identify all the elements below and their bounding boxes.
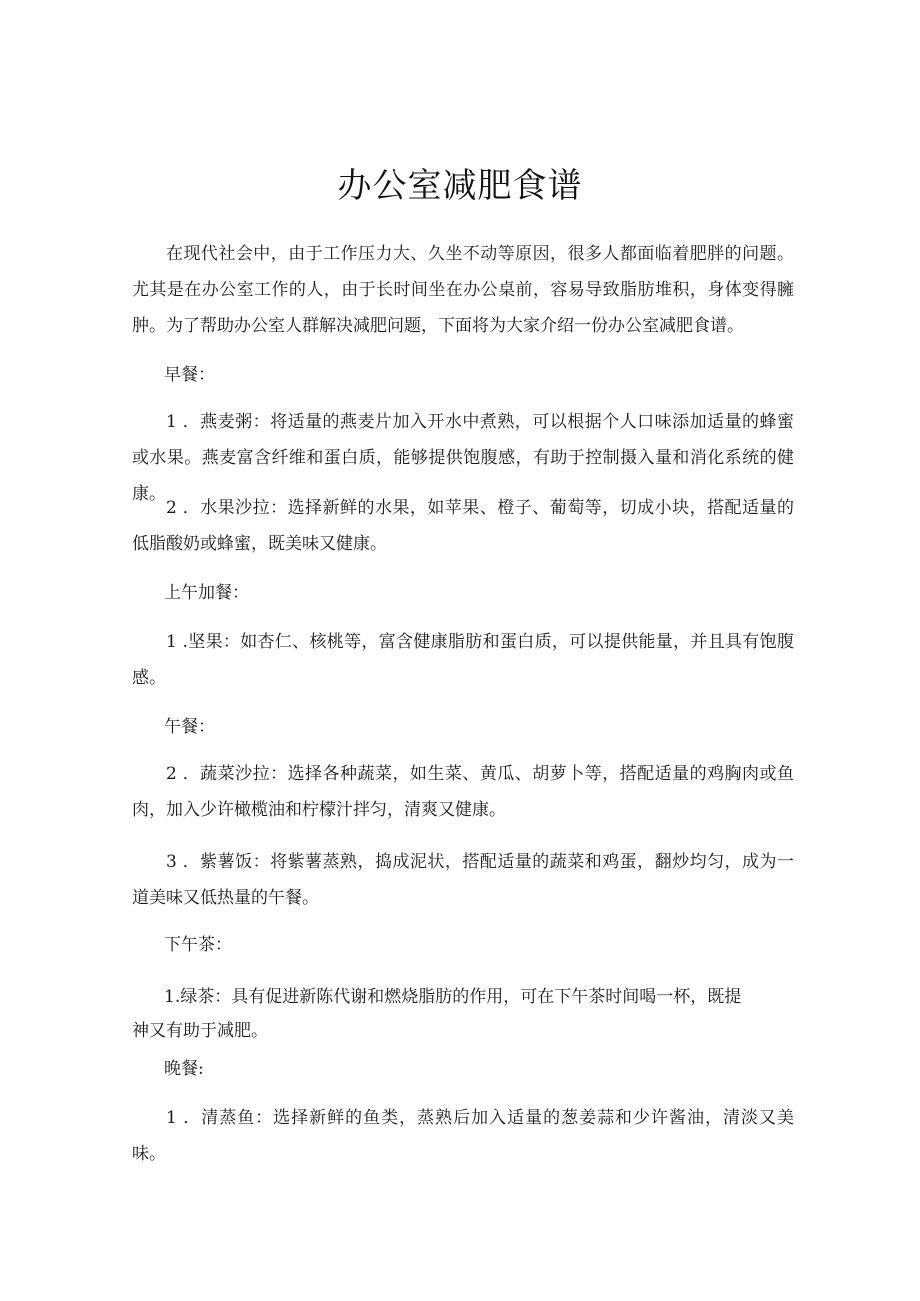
morning-snack-heading: 上午加餐： [164, 583, 249, 603]
afternoon-tea-item-green-tea-line2: 神又有助于减肥。 [132, 1021, 268, 1041]
afternoon-tea-heading: 下午茶： [164, 935, 232, 955]
lunch-item-purple-potato-rice: 3 ．紫薯饭：将紫薯蒸熟，捣成泥状，搭配适量的蔬菜和鸡蛋，翻炒均匀，成为一道美味又低热量的午餐。 [132, 852, 794, 908]
dinner-item-steamed-fish: 1 ．清蒸鱼：选择新鲜的鱼类，蒸熟后加入适量的葱姜蒜和少许酱油，清淡又美味。 [132, 1108, 794, 1164]
morning-snack-item-nuts: 1 .坚果：如杏仁、核桃等，富含健康脂肪和蛋白质，可以提供能量，并且具有饱腹感。 [132, 632, 794, 688]
breakfast-item-oatmeal: 1 ．燕麦粥：将适量的燕麦片加入开水中煮熟，可以根据个人口味添加适量的蜂蜜或水果。燕麦富含纤维和蛋白质，能够提供饱腹感，有助于控制摄入量和消化系统的健康。 [132, 412, 794, 504]
lunch-heading: 午餐： [164, 717, 215, 737]
breakfast-heading: 早餐： [164, 365, 215, 385]
lunch-item-vegetable-salad: 2 ．蔬菜沙拉：选择各种蔬菜，如生菜、黄瓜、胡萝卜等，搭配适量的鸡胸肉或鱼肉，加入少许橄榄油和柠檬汁拌匀，清爽又健康。 [132, 764, 794, 820]
afternoon-tea-item-green-tea-line1: 1.绿茶：具有促进新陈代谢和燃烧脂肪的作用，可在下午茶时间喝一杯，既提 [164, 987, 742, 1007]
page-title: 办公室减肥食谱 [337, 166, 583, 206]
breakfast-item-fruit-salad: 2 ．水果沙拉：选择新鲜的水果，如苹果、橙子、葡萄等，切成小块，搭配适量的低脂酸奶或蜂蜜，既美味又健康。 [132, 498, 794, 554]
intro-paragraph: 在现代社会中，由于工作压力大、久坐不动等原因，很多人都面临着肥胖的问题。尤其是在办公室工作的人，由于长时间坐在办公桌前，容易导致脂肪堆积，身体变得臃肿。为了帮助办公室人群解决减肥问题，下面将为大家介绍一份办公室减肥食谱。 [132, 244, 794, 336]
dinner-heading: 晚餐: [164, 1059, 204, 1079]
